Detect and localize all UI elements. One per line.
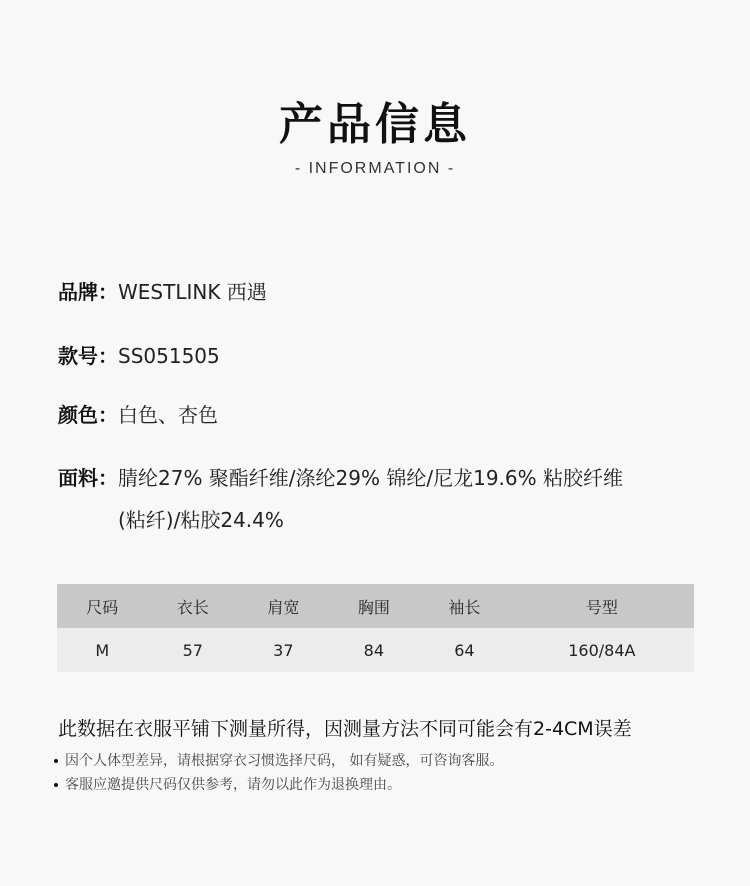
model-value: SS051505: [118, 344, 220, 368]
model-label: 款号：: [58, 344, 118, 368]
note-bullet-text: 客服应邀提供尺码仅供参考，请勿以此作为退换理由。: [65, 777, 401, 793]
measurement-note: 此数据在衣服平铺下测量所得，因测量方法不同可能会有2-4CM误差: [58, 718, 632, 740]
note-bullet: [54, 750, 503, 770]
table-cell: 64: [419, 628, 510, 672]
size-table-header: 尺码: [57, 584, 148, 628]
size-table-header: 袖长: [419, 584, 510, 628]
size-table-header-row: [57, 584, 694, 628]
page-title: 产品信息: [279, 99, 471, 150]
table-cell: 57: [148, 628, 239, 672]
table-cell: M: [57, 628, 148, 672]
note-bullet: [54, 774, 401, 794]
note-bullet-text: 因个人体型差异，请根据穿衣习惯选择尺码， 如有疑惑，可咨询客服。: [65, 753, 504, 769]
color-label: 颜色：: [58, 403, 118, 427]
color-row: [58, 401, 218, 429]
bullet-dot-icon: [54, 759, 58, 763]
size-table-header: 肩宽: [238, 584, 329, 628]
fabric-row: [58, 464, 698, 541]
brand-row: [58, 278, 267, 306]
fabric-value: 腈纶27% 聚酯纤维/涤纶29% 锦纶/尼龙19.6% 粘胶纤维(粘纤)/粘胶24.4%: [118, 466, 623, 532]
table-cell: 37: [238, 628, 329, 672]
table-row: [57, 628, 694, 672]
brand-value: WESTLINK 西遇: [118, 280, 267, 304]
table-cell: 160/84A: [510, 628, 694, 672]
color-value: 白色、杏色: [118, 403, 218, 427]
size-table: [57, 584, 694, 672]
bullet-dot-icon: [54, 783, 58, 787]
size-table-header: 号型: [510, 584, 694, 628]
size-table-header: 胸围: [329, 584, 420, 628]
page-subtitle: - INFORMATION -: [294, 160, 456, 177]
fabric-label: 面料：: [58, 466, 118, 490]
brand-label: 品牌：: [58, 280, 118, 304]
size-table-header: 衣长: [148, 584, 239, 628]
table-cell: 84: [329, 628, 420, 672]
model-row: [58, 342, 220, 370]
